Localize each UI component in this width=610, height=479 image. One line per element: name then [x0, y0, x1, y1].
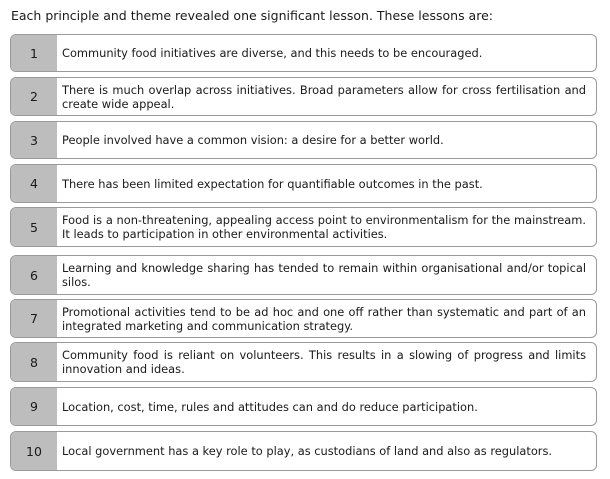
lesson-row-2: [10, 77, 597, 116]
lesson-text: People involved have a common vision: a desire for a better world.: [62, 133, 444, 147]
lesson-number: 9: [11, 388, 57, 425]
lesson-number: 6: [11, 256, 57, 294]
lesson-number: 7: [11, 300, 57, 337]
intro-text: Each principle and theme revealed one significant lesson. These lessons are:: [11, 8, 493, 23]
lesson-text: Learning and knowledge sharing has tended to remain within organisational and/or topical silos.: [62, 261, 586, 289]
lesson-text: Location, cost, time, rules and attitudes can and do reduce participation.: [62, 399, 478, 414]
lesson-row-6: [10, 255, 597, 295]
lesson-number: 5: [11, 208, 57, 246]
lesson-number: 2: [11, 78, 57, 115]
lesson-text: Promotional activities tend to be ad hoc and one off rather than systematic and part of an integrated marketing and communication strategy.: [62, 304, 586, 333]
lesson-text: Community food initiatives are diverse, and this needs to be encouraged.: [62, 46, 483, 60]
lesson-number: 1: [11, 35, 57, 71]
lesson-row-4: [10, 164, 597, 203]
lesson-row-5: [10, 207, 597, 247]
lesson-row-7: [10, 299, 597, 338]
lesson-text: There is much overlap across initiatives. Broad parameters allow for cross fertilisation and create wide appeal.: [62, 82, 586, 111]
lesson-row-1: [10, 34, 597, 72]
lesson-row-8: [10, 342, 597, 382]
lesson-text: Community food is reliant on volunteers. This results in a slowing of progress and limits innovation and ideas.: [62, 348, 586, 376]
lesson-number: 8: [11, 343, 57, 381]
lesson-number: 10: [11, 432, 57, 470]
lesson-number: 3: [11, 122, 57, 158]
lesson-text: Local government has a key role to play, as custodians of land and also as regulators.: [62, 444, 553, 458]
lesson-row-9: [10, 387, 597, 426]
lesson-text: Food is a non-threatening, appealing access point to environmentalism for the mainstream. It leads to participation in other environmental activities.: [62, 213, 586, 241]
lesson-text: There has been limited expectation for quantifiable outcomes in the past.: [62, 176, 483, 191]
lesson-row-10: [10, 431, 597, 471]
lesson-row-3: [10, 121, 597, 159]
lesson-number: 4: [11, 165, 57, 202]
